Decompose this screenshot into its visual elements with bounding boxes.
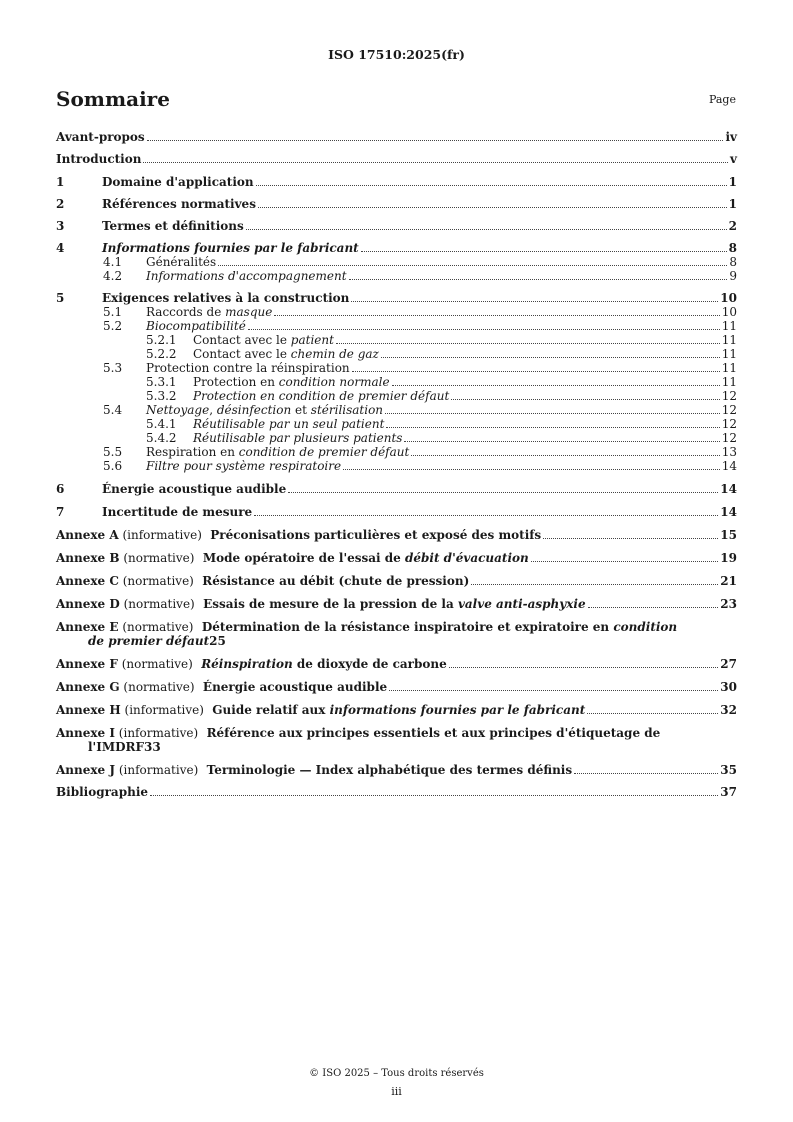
- toc-entry-annex-i[interactable]: [56, 726, 737, 754]
- toc-page: 9: [729, 269, 737, 283]
- toc-page: 12: [721, 417, 737, 431]
- toc-page: 13: [721, 445, 737, 459]
- toc-entry-4[interactable]: [56, 241, 737, 255]
- toc-page: 10: [721, 305, 737, 319]
- toc-entry-annex-g[interactable]: [56, 680, 737, 694]
- toc-page: 8: [729, 255, 737, 269]
- toc-number: 5.3.1: [146, 375, 177, 389]
- toc-entry-5-3-2[interactable]: [56, 389, 737, 403]
- toc-title: Informations d'accompagnement: [146, 269, 347, 283]
- toc-entry-2[interactable]: [56, 197, 737, 211]
- toc-number: 5.3.2: [146, 389, 177, 403]
- toc-number: 2: [56, 197, 65, 211]
- toc-title: Biocompatibilité: [146, 319, 246, 333]
- toc-title: Contact avec le patient: [193, 333, 334, 347]
- toc-title: Filtre pour système respiratoire: [146, 459, 342, 473]
- toc-number: 5.6: [103, 459, 123, 473]
- toc-title: Annexe H (informative) Guide relatif aux informations fournies par le fabricant: [56, 703, 586, 717]
- toc-title: Annexe J (informative) Terminologie — Index alphabétique des termes définis: [56, 763, 573, 777]
- toc-title: Raccords de masque: [146, 305, 273, 319]
- toc-page: 11: [721, 361, 737, 375]
- toc-page: 12: [721, 431, 737, 445]
- toc-page: 11: [721, 333, 737, 347]
- toc-page: 32: [720, 703, 737, 717]
- toc-entry-annex-a[interactable]: [56, 528, 737, 542]
- page-number: iii: [391, 1085, 402, 1098]
- toc-page: iv: [725, 130, 737, 144]
- toc-entry-introduction[interactable]: [56, 152, 737, 166]
- toc-title: Références normatives: [102, 197, 256, 211]
- toc-entry-4-1[interactable]: [56, 255, 737, 269]
- toc-title-continued: de premier défaut: [88, 634, 210, 648]
- toc-title: Contact avec le chemin de gaz: [193, 347, 379, 361]
- toc-number: 5.5: [103, 445, 123, 459]
- toc-entry-annex-f[interactable]: [56, 657, 737, 671]
- toc-page: 27: [720, 657, 737, 671]
- toc-title: Protection en condition normale: [193, 375, 390, 389]
- toc-page: 10: [720, 291, 737, 305]
- toc-entry-3[interactable]: [56, 219, 737, 233]
- toc-page: 15: [720, 528, 737, 542]
- toc-title: Réutilisable par plusieurs patients: [193, 431, 403, 445]
- toc-page: 12: [721, 403, 737, 417]
- toc-page: 21: [720, 574, 737, 588]
- toc-entry-5-3-1[interactable]: [56, 375, 737, 389]
- toc-number: 4.1: [103, 255, 123, 269]
- page-column-label: Page: [708, 93, 736, 106]
- toc-entry-annex-c[interactable]: [56, 574, 737, 588]
- toc-number: 1: [56, 175, 65, 189]
- toc-entry-4-2[interactable]: [56, 269, 737, 283]
- toc-title: Protection contre la réinspiration: [146, 361, 350, 375]
- toc-title: Respiration en condition de premier défaut: [146, 445, 410, 459]
- toc-entry-5-2[interactable]: [56, 319, 737, 333]
- toc-title: Annexe B (normative) Mode opératoire de l'essai de débit d'évacuation: [56, 551, 529, 565]
- toc-title: Avant-propos: [56, 130, 145, 144]
- toc-entry-avant-propos[interactable]: [56, 130, 737, 144]
- toc-number: 5.2.1: [146, 333, 177, 347]
- toc-title-continued: l'IMDRF: [88, 740, 145, 754]
- toc-page: 1: [728, 175, 737, 189]
- toc-title: Exigences relatives à la construction: [102, 291, 350, 305]
- toc-number: 3: [56, 219, 65, 233]
- toc-entry-annex-e[interactable]: [56, 620, 737, 648]
- toc-entry-6[interactable]: [56, 482, 737, 496]
- toc-entry-annex-j[interactable]: [56, 763, 737, 777]
- copyright-notice: © ISO 2025 – Tous droits réservés: [309, 1068, 484, 1079]
- toc-page: 12: [721, 389, 737, 403]
- toc-page: 33: [144, 740, 161, 754]
- toc-page: 25: [209, 634, 226, 648]
- toc-page: 14: [721, 459, 737, 473]
- toc-title: Termes et définitions: [102, 219, 244, 233]
- toc-title: Annexe C (normative) Résistance au débit (chute de pression): [56, 574, 470, 588]
- toc-title: Annexe D (normative) Essais de mesure de la pression de la valve anti-asphyxie: [56, 597, 586, 611]
- toc-page: 30: [720, 680, 737, 694]
- toc-title: Informations fournies par le fabricant: [102, 241, 359, 255]
- page-title: Sommaire: [56, 87, 170, 111]
- toc-entry-bibliographie[interactable]: [56, 785, 737, 799]
- toc-title: Nettoyage, désinfection et stérilisation: [146, 403, 384, 417]
- toc-title: Bibliographie: [56, 785, 149, 799]
- toc-title: Généralités: [146, 255, 217, 269]
- toc-title: Introduction: [56, 152, 142, 166]
- toc-number: 4: [56, 241, 65, 255]
- toc-page: 11: [721, 319, 737, 333]
- toc-number: 5.1: [103, 305, 123, 319]
- toc-title: Annexe F (normative) Réinspiration de dioxyde de carbone: [56, 657, 447, 671]
- toc-entry-5-4-2[interactable]: [56, 431, 737, 445]
- toc-number: 5.2: [103, 319, 123, 333]
- toc-entry-5-3[interactable]: [56, 361, 737, 375]
- toc-number: 5.4.1: [146, 417, 177, 431]
- toc-page: 35: [720, 763, 737, 777]
- toc-number: 6: [56, 482, 65, 496]
- toc-entry-5-2-2[interactable]: [56, 347, 737, 361]
- toc-entry-5-2-1[interactable]: [56, 333, 737, 347]
- table-of-contents: [56, 130, 737, 799]
- toc-page: 11: [721, 347, 737, 361]
- toc-number: 7: [56, 505, 65, 519]
- toc-page: 8: [728, 241, 737, 255]
- toc-number: 5.2.2: [146, 347, 177, 361]
- toc-entry-5-1[interactable]: [56, 305, 737, 319]
- toc-page: 14: [720, 505, 737, 519]
- toc-title: Annexe E (normative) Détermination de la résistance inspiratoire et expiratoire en condition: [56, 620, 678, 634]
- toc-entry-5-6[interactable]: [56, 459, 737, 473]
- toc-title: Protection en condition de premier défaut: [193, 389, 450, 403]
- toc-entry-7[interactable]: [56, 505, 737, 519]
- toc-page: v: [730, 152, 737, 166]
- toc-entry-5-4[interactable]: [56, 403, 737, 417]
- toc-number: 5.4.2: [146, 431, 177, 445]
- toc-title: Annexe I (informative) Référence aux principes essentiels et aux principes d'étiquetage de: [56, 726, 661, 740]
- toc-title: Annexe A (informative) Préconisations particulières et exposé des motifs: [56, 528, 542, 542]
- toc-page: 1: [728, 197, 737, 211]
- toc-entry-1[interactable]: [56, 175, 737, 189]
- toc-page: 19: [720, 551, 737, 565]
- toc-entry-annex-h[interactable]: [56, 703, 737, 717]
- toc-number: 4.2: [103, 269, 123, 283]
- toc-title: Domaine d'application: [102, 175, 254, 189]
- toc-number: 5.3: [103, 361, 123, 375]
- toc-page: 11: [721, 375, 737, 389]
- toc-number: 5.4: [103, 403, 123, 417]
- toc-entry-5[interactable]: [56, 291, 737, 305]
- toc-title: Incertitude de mesure: [102, 505, 253, 519]
- toc-title: Annexe G (normative) Énergie acoustique audible: [56, 680, 388, 694]
- toc-entry-5-5[interactable]: [56, 445, 737, 459]
- toc-number: 5: [56, 291, 65, 305]
- toc-page: 37: [720, 785, 737, 799]
- toc-page: 2: [728, 219, 737, 233]
- toc-entry-5-4-1[interactable]: [56, 417, 737, 431]
- document-id: ISO 17510:2025(fr): [328, 47, 465, 62]
- toc-page: 14: [720, 482, 737, 496]
- toc-title: Réutilisable par un seul patient: [193, 417, 385, 431]
- toc-title: Énergie acoustique audible: [102, 482, 287, 496]
- toc-entry-annex-b[interactable]: [56, 551, 737, 565]
- toc-page: 23: [720, 597, 737, 611]
- toc-entry-annex-d[interactable]: [56, 597, 737, 611]
